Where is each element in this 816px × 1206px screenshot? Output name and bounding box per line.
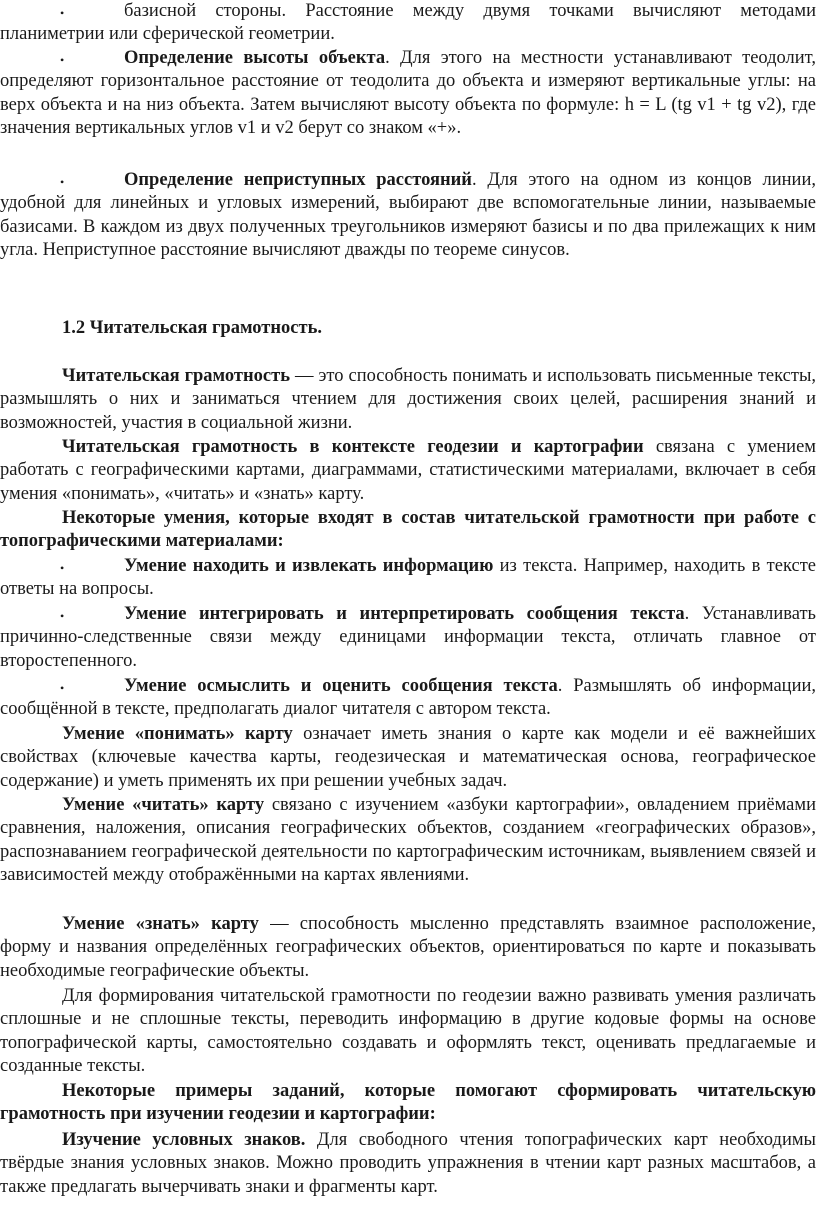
paragraph-6 bbox=[0, 507, 816, 554]
paragraph-9-text: . Размышлять об информации, сообщённой в тексте, предполагать диалог читателя с автором текста. bbox=[0, 676, 816, 720]
paragraph-12-term: Умение «знать» карту bbox=[62, 914, 259, 934]
paragraph-2-term: Определение высоты объекта bbox=[124, 48, 386, 68]
paragraph-10-term: Умение «понимать» карту bbox=[62, 724, 293, 744]
paragraph-8-text: . Устанавливать причинно-следственные связи между единицами информации текста, отличать главное от второстепенного. bbox=[0, 604, 816, 671]
paragraph-8 bbox=[0, 603, 816, 673]
paragraph-11-term: Умение «читать» карту bbox=[62, 795, 265, 815]
paragraph-3 bbox=[0, 169, 816, 262]
paragraph-9 bbox=[0, 675, 816, 722]
paragraph-12 bbox=[0, 913, 816, 983]
section-heading: 1.2 Читательская грамотность. bbox=[62, 318, 323, 338]
paragraph-14-text: Некоторые примеры заданий, которые помогают сформировать читательскую грамотность при изучении геодезии и картографии: bbox=[0, 1081, 816, 1125]
bullet-4: • bbox=[60, 561, 65, 575]
paragraph-1 bbox=[0, 0, 816, 47]
bullet-1: • bbox=[60, 6, 65, 20]
paragraph-14 bbox=[0, 1080, 816, 1127]
paragraph-4 bbox=[0, 365, 816, 435]
paragraph-8-term: Умение интегрировать и интерпретировать сообщения текста bbox=[124, 604, 685, 624]
bullet-6: • bbox=[60, 681, 65, 695]
paragraph-9-term: Умение осмыслить и оценить сообщения текста bbox=[124, 676, 558, 696]
paragraph-12-text: — способность мысленно представлять взаимное расположение, форму и названия определённых географических объектов, ориентироваться по карте и показывать необходимые географические объекты. bbox=[0, 914, 816, 981]
paragraph-1-text: базисной стороны. Расстояние между двумя точками вычисляют методами планиметрии или сферической геометрии. bbox=[0, 1, 816, 45]
paragraph-10-text: означает иметь знания о карте как модели и её важнейших свойствах (ключевые качества карты, геодезическая и математическая основа, географическое содержание) и уметь применять их при решении учебных задач. bbox=[0, 724, 816, 791]
paragraph-6-text: Некоторые умения, которые входят в состав читательской грамотности при работе с топографическими материалами: bbox=[0, 508, 816, 552]
paragraph-13 bbox=[0, 985, 816, 1078]
bullet-3: • bbox=[60, 175, 65, 189]
paragraph-5 bbox=[0, 436, 816, 506]
paragraph-13-text: Для формирования читательской грамотности по геодезии важно развивать умения различать сплошные и не сплошные тексты, переводить информацию в другие кодовые формы на основе топографической карты, самостоятельно создавать и оформлять текст, оценивать предлагаемые и созданные тексты. bbox=[0, 986, 816, 1076]
paragraph-15-term: Изучение условных знаков. bbox=[62, 1130, 306, 1150]
bullet-5: • bbox=[60, 609, 65, 623]
paragraph-5-term: Читательская грамотность в контексте геодезии и картографии bbox=[62, 437, 644, 457]
paragraph-10 bbox=[0, 723, 816, 793]
paragraph-11 bbox=[0, 794, 816, 887]
paragraph-4-text: — это способность понимать и использовать письменные тексты, размышлять о них и заниматься чтением для достижения своих целей, расширения знаний и возможностей, участия в социальной жизни. bbox=[0, 366, 816, 433]
paragraph-7-text: из текста. Например, находить в тексте ответы на вопросы. bbox=[0, 556, 816, 600]
paragraph-2-text: . Для этого на местности устанавливают теодолит, определяют горизонтальное расстояние от теодолита до объекта и измеряют вертикальные углы: на верх объекта и на низ объекта. Затем вычисляют высоту объекта по формуле: h = L (tg v1 + tg v2), где значения вертикальных углов v1 и v2 берут со знаком «+». bbox=[0, 48, 816, 138]
paragraph-5-text: связана с умением работать с географическими картами, диаграммами, статистическими материалами, включает в себя умения «понимать», «читать» и «знать» карту. bbox=[0, 437, 816, 504]
paragraph-7-term: Умение находить и извлекать информацию bbox=[124, 556, 494, 576]
bullet-2: • bbox=[60, 53, 65, 67]
paragraph-4-term: Читательская грамотность bbox=[62, 366, 290, 386]
paragraph-7 bbox=[0, 555, 816, 602]
paragraph-15-text: Для свободного чтения топографических карт необходимы твёрдые знания условных знаков. Можно проводить упражнения в чтении карт разных масштабов, а также предлагать вычерчивать знаки и фрагменты карт. bbox=[0, 1130, 816, 1197]
paragraph-11-text: связано с изучением «азбуки картографии», овладением приёмами сравнения, наложения, описания географических объектов, созданием «географических образов», распознаванием географической деятельности по картографическим источникам, выявлением связей и зависимостей между отображёнными на картах явлениями. bbox=[0, 795, 816, 885]
paragraph-3-text: . Для этого на одном из концов линии, удобной для линейных и угловых измерений, выбирают две вспомогательные линии, называемые базисами. В каждом из двух полученных треугольников измеряют базисы и по два прилежащих к ним угла. Неприступное расстояние вычисляют дважды по теореме синусов. bbox=[0, 170, 816, 260]
paragraph-2 bbox=[0, 47, 816, 140]
paragraph-3-term: Определение неприступных расстояний bbox=[124, 170, 472, 190]
paragraph-15 bbox=[0, 1129, 816, 1199]
